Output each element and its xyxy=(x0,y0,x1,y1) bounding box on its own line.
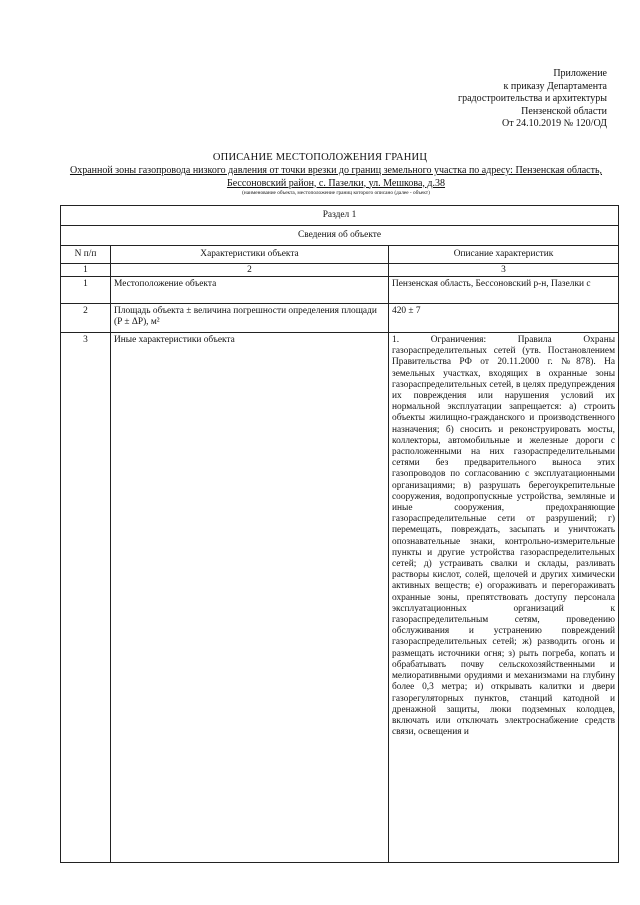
header-description: Описание характеристик xyxy=(389,246,619,264)
column-number: 3 xyxy=(389,264,619,277)
document-subject-note: (наименование объекта, местоположение границ которого описано (далее - объект) xyxy=(242,190,430,196)
table-header-row xyxy=(61,246,619,264)
row-description: Пензенская область, Бессоновский р-н, Пазелки с xyxy=(389,277,619,304)
row-number: 1 xyxy=(61,277,111,304)
document-title: ОПИСАНИЕ МЕСТОПОЛОЖЕНИЯ ГРАНИЦ xyxy=(212,152,428,163)
row-description: 1. Ограничения: Правила Охраны газораспределительных сетей (утв. Постановлением Правительства РФ от 20.11.2000 г. №878). На земельных участках, входящих в охранные зоны газораспределительных сетей, в целях предупреждения их повреждения или нарушения условий их нормальной эксплуатации запрещается: а) строить объекты жилищно-гражданского и производственного назначения; б) сносить и реконструировать мосты, коллекторы, автомобильные и железные дороги с расположенными на них газораспределительными сетями без предварительного выноса этих газопроводов по согласованию с эксплуатационными организациями; в) разрушать берегоукрепительные сооружения, водопропускные устройства, земляные и иные сооружения, предохраняющие газораспределительные сети от разрушений; г) перемещать, повреждать, засыпать и уничтожать опознавательные знаки, контрольно-измерительные пункты и другие устройства газораспределительных сетей; д) устраивать свалки и склады, разливать растворы кислот, солей, щелочей и других химически активных веществ; е) огораживать и перегораживать охранные зоны, препятствовать доступу персонала эксплуатационных организаций к газораспределительным сетям, проведению обслуживания и устранению повреждений газораспределительных сетей; ж) разводить огонь и размещать источники огня; з) рыть погреба, копать и обрабатывать почву сельскохозяйственными и мелиоративными орудиями и механизмами на глубину более 0,3 метра; и) открывать калитки и двери газорегуляторных пунктов, станций катодной и дренажной защиты, люки подземных колодцев, включать или отключать электроснабжение средств связи, освещения и xyxy=(389,333,619,863)
appendix-line: градостроительства и архитектуры xyxy=(458,93,607,105)
column-numbers-row xyxy=(61,264,619,277)
appendix-block xyxy=(347,68,607,131)
appendix-line: Пензенской области xyxy=(521,105,607,117)
header-characteristic: Характеристики объекта xyxy=(111,246,389,264)
column-number: 2 xyxy=(111,264,389,277)
column-number: 1 xyxy=(61,264,111,277)
appendix-line: Приложение xyxy=(553,68,607,79)
table-row xyxy=(61,333,619,863)
row-characteristic: Иные характеристики объекта xyxy=(111,333,389,863)
row-number: 3 xyxy=(61,333,111,863)
row-characteristic: Площадь объекта ± величина погрешности определения площади (P ± ΔP), м² xyxy=(111,304,389,333)
row-number: 2 xyxy=(61,304,111,333)
section-row xyxy=(61,206,619,226)
table-row xyxy=(61,277,619,304)
document-subject: Охранной зоны газопровода низкого давления от точки врезки до границ земельного участка по адресу: Пензенская область, Бессоновский район, с. Пазелки, ул. Мешкова, д.38 xyxy=(69,165,603,189)
appendix-order-line: От 24.10.2019 № 120/ОД xyxy=(502,118,607,130)
appendix-line: к приказу Департамента xyxy=(503,80,607,92)
row-description: 420 ± 7 xyxy=(389,304,619,333)
header-number: N п/п xyxy=(61,246,111,264)
section-title: Сведения об объекте xyxy=(61,226,619,246)
section-label: Раздел 1 xyxy=(61,206,619,226)
table-row xyxy=(61,304,619,333)
row-characteristic: Местоположение объекта xyxy=(111,277,389,304)
section-title-row xyxy=(61,226,619,246)
object-info-table xyxy=(60,205,619,863)
